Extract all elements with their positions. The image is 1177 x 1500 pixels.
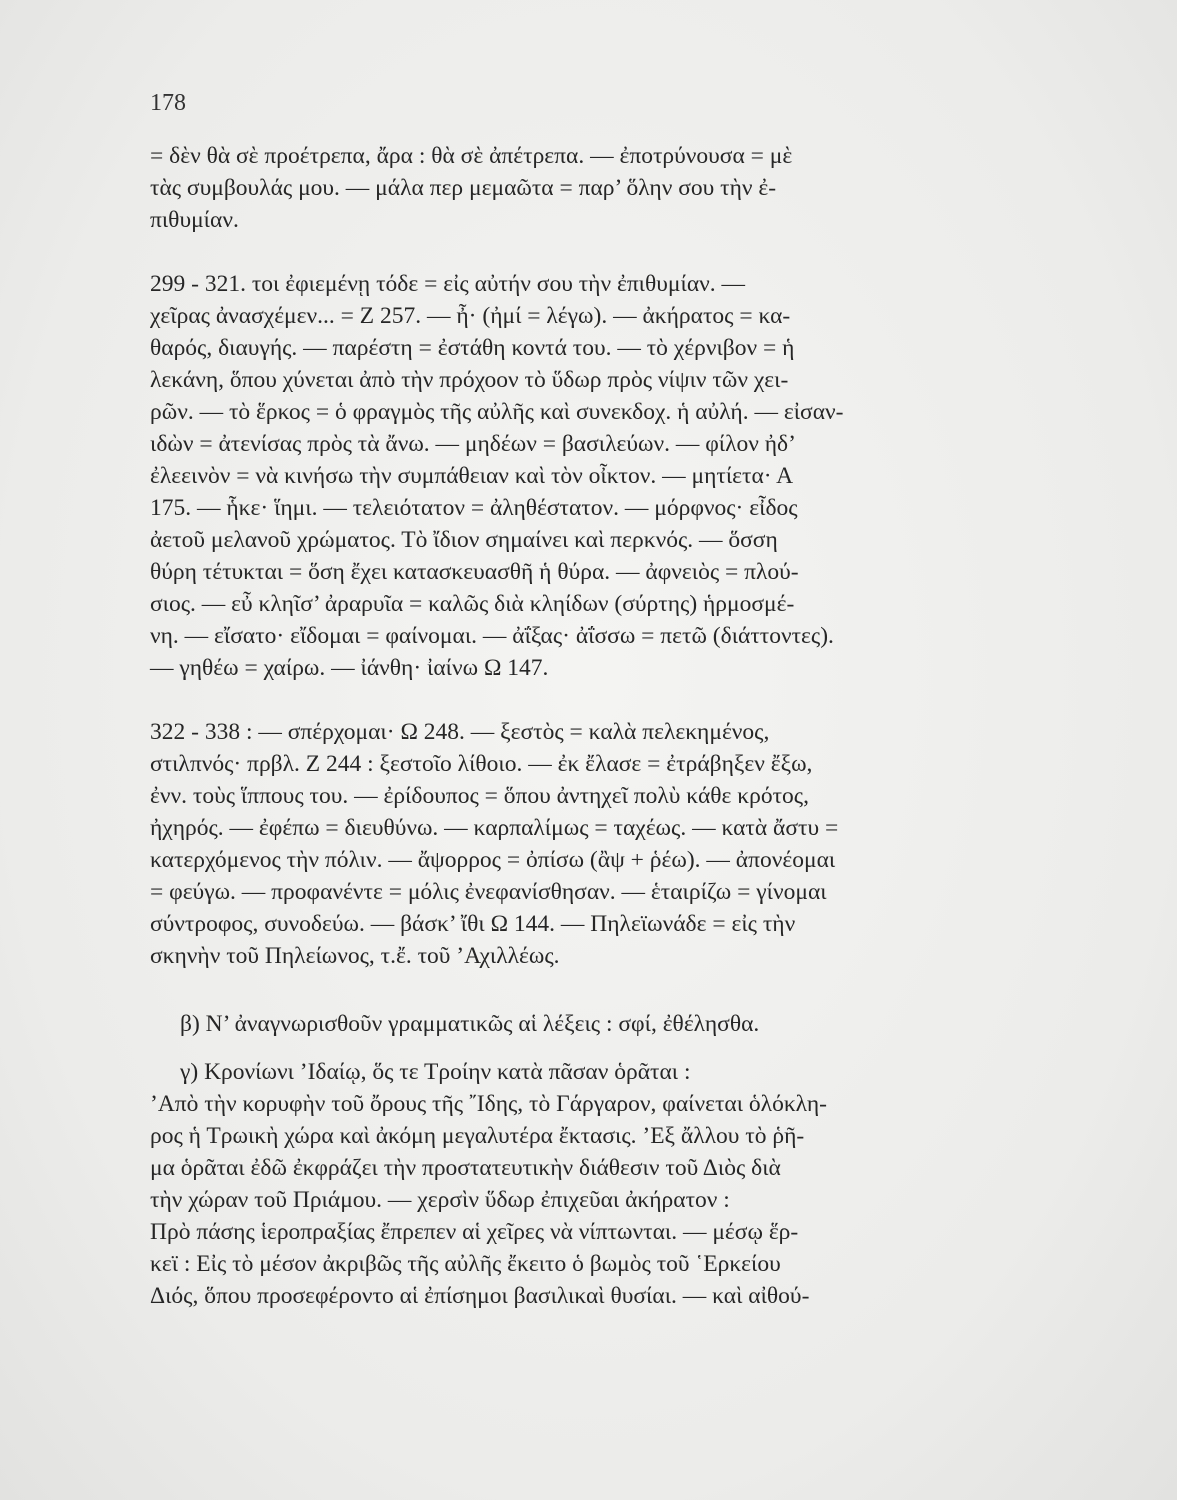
- text-line: σκηνὴν τοῦ Πηλείωνος, τ.ἔ. τοῦ ’Αχιλλέως.: [150, 943, 560, 969]
- text-line: β) Ν’ ἀναγνωρισθοῦν γραμματικῶς αἱ λέξεις : σφί, ἐθέλησθα.: [180, 1011, 760, 1037]
- text-line: κατερχόμενος τὴν πόλιν. — ἄψορρος = ὀπίσω (ἂψ + ῥέω). — ἀπονέομαι: [150, 847, 836, 873]
- text-line: 322 - 338 : — σπέρχομαι· Ω 248. — ξεστὸς = καλὰ πελεκημένος,: [150, 719, 770, 745]
- paragraph-section-beta: [150, 1008, 1000, 1040]
- text-line: 175. — ἧκε· ἵημι. — τελειότατον = ἀληθέστατον. — μόρφνος· εἶδος: [150, 495, 798, 521]
- page-text: [150, 140, 1000, 1312]
- text-line: 299 - 321. τοι ἐφιεμένῃ τόδε = εἰς αὐτήν σου τὴν ἐπιθυμίαν. —: [150, 271, 746, 297]
- text-line: Πρὸ πάσης ἱεροπραξίας ἔπρεπεν αἱ χεῖρες νὰ νίπτωνται. — μέσῳ ἕρ-: [150, 1219, 799, 1245]
- text-line: γ) Κρονίωνι ’Ιδαίῳ, ὅς τε Τροίην κατὰ πᾶσαν ὁρᾶται :: [180, 1059, 691, 1085]
- text-line: — γηθέω = χαίρω. — ἰάνθη· ἰαίνω Ω 147.: [150, 655, 549, 681]
- text-line: σιος. — εὖ κληῖσ’ ἀραρυῖα = καλῶς διὰ κληίδων (σύρτης) ἡρμοσμέ-: [150, 591, 795, 617]
- page-number: 178: [150, 90, 186, 116]
- text-line: τὰς συμβουλάς μου. — μάλα περ μεμαῶτα = παρ’ ὅλην σου τὴν ἐ-: [150, 175, 777, 201]
- text-line: λεκάνη, ὅπου χύνεται ἀπὸ τὴν πρόχοον τὸ ὕδωρ πρὸς νίψιν τῶν χει-: [150, 367, 789, 393]
- text-line: τὴν χώραν τοῦ Πριάμου. — χερσὶν ὕδωρ ἐπιχεῦαι ἀκήρατον :: [150, 1187, 730, 1213]
- text-line: χεῖρας ἀνασχέμεν... = Ζ 257. — ἦ· (ἠμί = λέγω). — ἀκήρατος = κα-: [150, 303, 791, 329]
- text-line: = φεύγω. — προφανέντε = μόλις ἐνεφανίσθησαν. — ἑταιρίζω = γίνομαι: [150, 879, 827, 905]
- text-line: ρῶν. — τὸ ἕρκος = ὁ φραγμὸς τῆς αὐλῆς καὶ συνεκδοχ. ἡ αὐλή. — εἰσαν-: [150, 399, 844, 425]
- text-line: πιθυμίαν.: [150, 207, 239, 233]
- text-line: = δὲν θὰ σὲ προέτρεπα, ἄρα : θὰ σὲ ἀπέτρεπα. — ἐποτρύνουσα = μὲ: [150, 143, 793, 169]
- text-line: μα ὁρᾶται ἐδῶ ἐκφράζει τὴν προστατευτικὴν διάθεσιν τοῦ Διὸς διὰ: [150, 1155, 781, 1181]
- text-line: Διός, ὅπου προσεφέροντο αἱ ἐπίσημοι βασιλικαὶ θυσίαι. — καὶ αἰθού-: [150, 1283, 810, 1309]
- text-line: σύντροφος, συνοδεύω. — βάσκ’ ἴθι Ω 144. — Πηλεϊωνάδε = εἰς τὴν: [150, 911, 796, 937]
- text-line: ἐνν. τοὺς ἵππους του. — ἐρίδουπος = ὅπου ἀντηχεῖ πολὺ κάθε κρότος,: [150, 783, 809, 809]
- text-line: ἐλεεινὸν = νὰ κινήσω τὴν συμπάθειαν καὶ τὸν οἶκτον. — μητίετα· Α: [150, 463, 794, 489]
- text-line: ρος ἡ Τρωικὴ χώρα καὶ ἀκόμη μεγαλυτέρα ἔκτασις. ’Εξ ἄλλου τὸ ῥῆ-: [150, 1123, 805, 1149]
- paragraph-verses-322-338: [150, 716, 1000, 972]
- text-line: κεϊ : Εἰς τὸ μέσον ἀκριβῶς τῆς αὐλῆς ἔκειτο ὁ βωμὸς τοῦ ῾Ερκείου: [150, 1251, 781, 1277]
- text-line: ’Απὸ τὴν κορυφὴν τοῦ ὄρους τῆς ῎Ιδης, τὸ Γάργαρον, φαίνεται ὁλόκλη-: [150, 1091, 827, 1117]
- text-line: ἠχηρός. — ἐφέπω = διευθύνω. — καρπαλίμως = ταχέως. — κατὰ ἄστυ =: [150, 815, 839, 841]
- text-line: θύρη τέτυκται = ὅση ἔχει κατασκευασθῆ ἡ θύρα. — ἀφνειὸς = πλού-: [150, 559, 799, 585]
- text-line: θαρός, διαυγής. — παρέστη = ἐστάθη κοντά του. — τὸ χέρνιβον = ἡ: [150, 335, 795, 361]
- text-line: ιδὼν = ἀτενίσας πρὸς τὰ ἄνω. — μηδέων = βασιλεύων. — φίλον ἠδ’: [150, 431, 796, 457]
- text-line: στιλπνός· πρβλ. Ζ 244 : ξεστοῖο λίθοιο. — ἐκ ἔλασε = ἐτράβηξεν ἔξω,: [150, 751, 813, 777]
- paragraph-verses-299-321: [150, 268, 1000, 684]
- paragraph-section-gamma: [150, 1056, 1000, 1312]
- text-line: ἀετοῦ μελανοῦ χρώματος. Τὸ ἴδιον σημαίνει καὶ περκνός. — ὅσση: [150, 527, 778, 553]
- paragraph-intro: [150, 140, 1000, 236]
- text-line: νη. — εἴσατο· εἴδομαι = φαίνομαι. — ἀΐξας· ἀΐσσω = πετῶ (διάττοντες).: [150, 623, 834, 649]
